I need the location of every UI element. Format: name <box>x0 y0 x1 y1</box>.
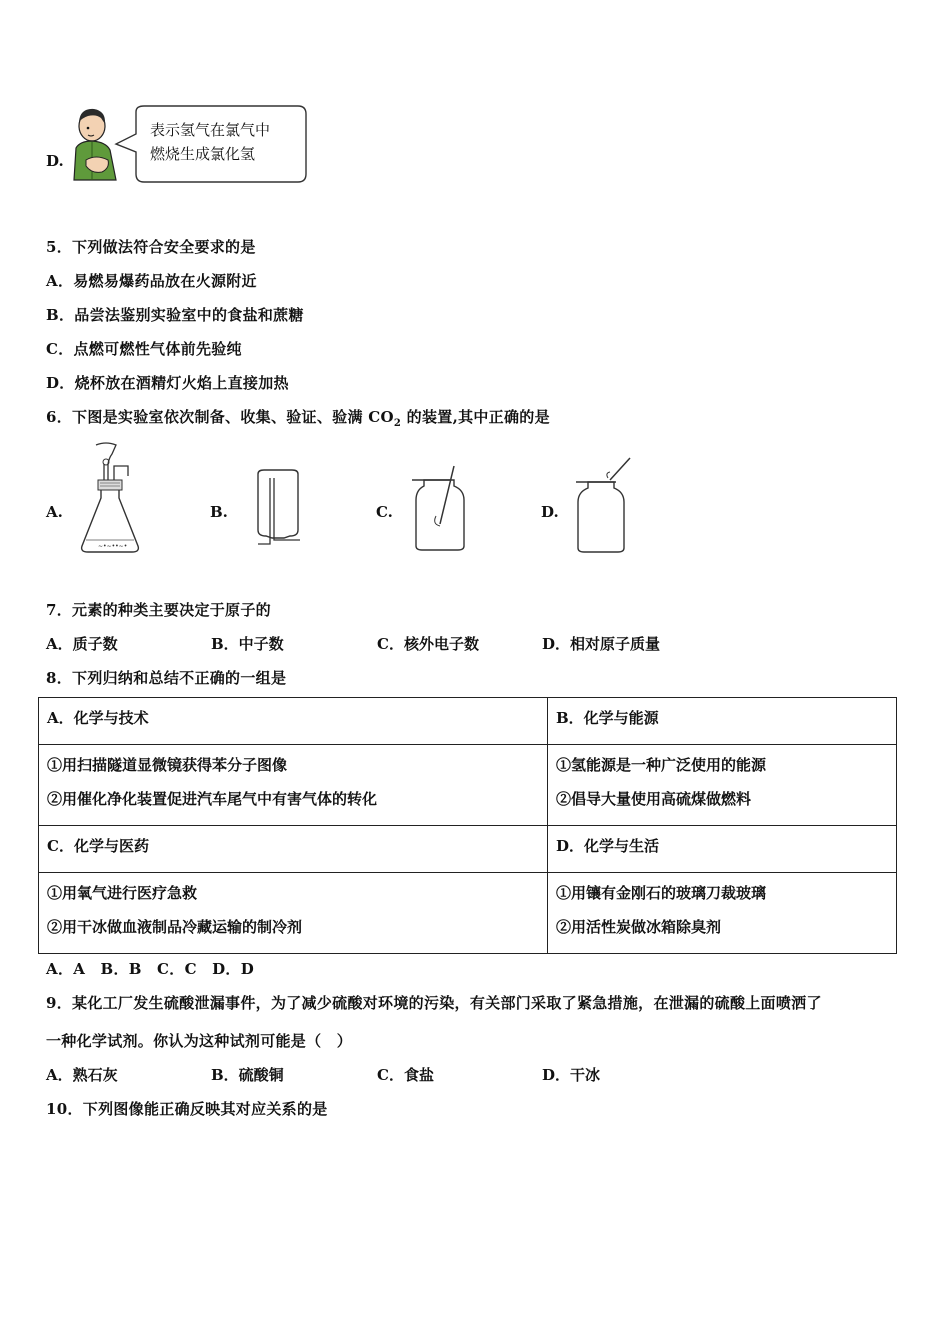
q5-option-d: D．烧杯放在酒精灯火焰上直接加热 <box>46 374 289 392</box>
q4-option-d-label: D. <box>46 152 64 170</box>
q9-stem-line-2: 一种化学试剂。你认为这种试剂可能是（ ） <box>46 1032 353 1050</box>
q8-cell-c-header: C．化学与医药 <box>39 826 548 873</box>
q5-option-a: A．易燃易爆药品放在火源附近 <box>46 272 257 290</box>
q8-answer-options: A．A B．B C．C D．D <box>46 960 255 978</box>
q8-d-item-1: ①用镶有金刚石的玻璃刀裁玻璃 <box>556 884 767 902</box>
q8-a-item-2: ②用催化净化装置促进汽车尾气中有害气体的转化 <box>47 790 378 808</box>
q8-stem: 8．下列归纳和总结不正确的一组是 <box>46 669 287 687</box>
inverted-gas-collection-bottle-diagram <box>250 468 310 552</box>
q8-b-item-2: ②倡导大量使用高硫煤做燃料 <box>556 790 752 808</box>
q6-label-c: C. <box>376 503 393 521</box>
q7-option-b: B．中子数 <box>211 635 284 653</box>
q8-d-item-2: ②用活性炭做冰箱除臭剂 <box>556 918 722 936</box>
q8-cell-b-header: B．化学与能源 <box>548 698 897 745</box>
q8-cell-b-content <box>548 745 897 826</box>
q9-option-d: D．干冰 <box>542 1066 601 1084</box>
q7-option-a: A．质子数 <box>46 635 118 653</box>
q5-stem: 5．下列做法符合安全要求的是 <box>46 238 256 256</box>
q5-option-c: C．点燃可燃性气体前先验纯 <box>46 340 242 358</box>
q8-cell-a-content <box>39 745 548 826</box>
q6-label-a: A. <box>46 503 63 521</box>
speech-bubble-line-1: 表示氢气在氯气中 <box>150 121 271 139</box>
q7-option-d: D．相对原子质量 <box>542 635 661 653</box>
q8-c-item-1: ①用氧气进行医疗急救 <box>47 884 198 902</box>
bottle-with-stick-inside-diagram <box>410 464 472 554</box>
q9-option-a: A．熟石灰 <box>46 1066 118 1084</box>
q9-option-b: B．硫酸铜 <box>211 1066 284 1084</box>
q8-cell-d-content <box>548 873 897 954</box>
co2-generation-flask-diagram <box>76 442 166 557</box>
q6-label-d: D. <box>541 503 559 521</box>
q7-stem: 7．元素的种类主要决定于原子的 <box>46 601 271 619</box>
q8-table <box>38 697 897 954</box>
q8-a-item-1: ①用扫描隧道显微镜获得苯分子图像 <box>47 756 288 774</box>
q8-b-item-1: ①氢能源是一种广泛使用的能源 <box>556 756 767 774</box>
bottle-with-stick-at-mouth-diagram <box>572 456 638 556</box>
q7-option-c: C．核外电子数 <box>377 635 479 653</box>
q8-cell-c-content <box>39 873 548 954</box>
q5-option-b: B．品尝法鉴别实验室中的食盐和蔗糖 <box>46 306 304 324</box>
q8-cell-a-header: A．化学与技术 <box>39 698 548 745</box>
q9-option-c: C．食盐 <box>377 1066 434 1084</box>
q8-cell-d-header: D．化学与生活 <box>548 826 897 873</box>
speech-bubble-line-2: 燃烧生成氯化氢 <box>150 145 256 163</box>
q8-c-item-2: ②用干冰做血液制品冷藏运输的制冷剂 <box>47 918 303 936</box>
q10-stem: 10．下列图像能正确反映其对应关系的是 <box>46 1100 328 1118</box>
q9-stem-line-1: 9．某化工厂发生硫酸泄漏事件，为了减少硫酸对环境的污染，有关部门采取了紧急措施，在泄漏的硫酸上面喷洒了 <box>46 994 822 1012</box>
svg-text:~•~••~•: ~•~••~• <box>98 543 128 550</box>
q6-stem: 6．下图是实验室依次制备、收集、验证、验满 $CO_2$ 的装置,其中正确的是 <box>46 408 550 429</box>
q6-label-b: B. <box>210 503 228 521</box>
